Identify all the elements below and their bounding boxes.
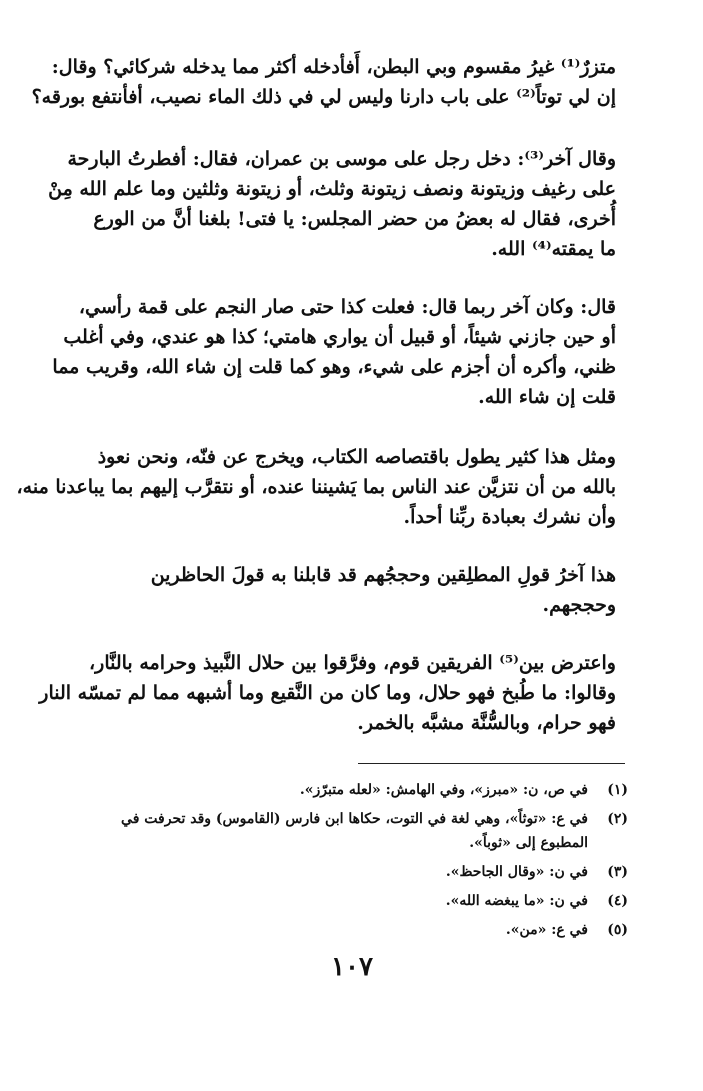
- text-line: وقال آخر⁽³⁾: دخل رجل على موسى بن عمران، فقال: أفطرتُ البارحة: [67, 148, 616, 170]
- text-line: ظني، وأكره أن أجزم على شيء، وهو كما قلت إن شاء الله، وقريب مما: [52, 356, 616, 378]
- text-line: في ع: «توثاً»، وهي لغة في التوت، حكاها ابن فارس (القاموس) وقد تحرفت في: [121, 811, 588, 827]
- text-line: وأن نشرك بعبادة ربِّنا أحداً.: [403, 506, 616, 528]
- footnote-text: [88, 918, 588, 942]
- footnote-1: [88, 778, 628, 802]
- text-line: وقالوا: ما طُبخ فهو حلال، وما كان من النَّقيع وما أشبهه مما لم تمسّه النار: [39, 682, 616, 704]
- paragraph-3: [52, 292, 616, 414]
- paragraph-gap: [88, 414, 616, 442]
- footnotes: [88, 778, 628, 947]
- page-number: ١٠٧: [331, 952, 373, 982]
- footnote-text: [88, 778, 588, 802]
- paragraph-1: [31, 52, 616, 116]
- main-text: [16, 52, 616, 738]
- text-line: المطبوع إلى «ثوباً».: [469, 835, 588, 851]
- text-line: واعترض بين⁽⁵⁾ الفريقين قوم، وفرَّقوا بين حلال النَّبيذ وحرامه بالنَّار،: [89, 652, 616, 674]
- text-line: أُخرى، فقال له بعضُ من حضر المجلس: يا فتى! بلغنا أنَّ من الورع: [93, 208, 616, 230]
- paragraph-5: [88, 560, 616, 620]
- footnote-number: (٣): [607, 864, 628, 880]
- footnote-2: [88, 807, 628, 855]
- paragraph-gap: [88, 620, 616, 648]
- text-line: في ع: «من».: [505, 922, 588, 938]
- footnote-number: (٥): [607, 922, 628, 938]
- text-line: في ن: «ما يبغضه الله».: [445, 893, 588, 909]
- text-line: ما يمقته⁽⁴⁾ الله.: [491, 238, 616, 260]
- paragraph-gap: [88, 116, 616, 144]
- footnote-text: [88, 860, 588, 884]
- text-line: متزرٌ⁽¹⁾ غيرُ مقسوم وبي البطن، أَفأدخله أكثر مما يدخله شركائي؟ وقال:: [51, 56, 616, 78]
- text-line: إن لي توتاً⁽²⁾ على باب دارنا وليس لي في ذلك الماء نصيب، أفأنتفع بورقه؟: [31, 86, 616, 108]
- footnote-number: (٤): [607, 893, 628, 909]
- footnote-number: (١): [607, 782, 628, 798]
- paragraph-6: [39, 648, 616, 738]
- footnote-3: [88, 860, 628, 884]
- text-line: في ص، ن: «مبرز»، وفي الهامش: «لعله متبرّز».: [299, 782, 588, 798]
- text-line: أو حين جازني شيئاً، أو قبيل أن يواري هامتي؛ كذا هو عندي، وفي أغلب: [63, 326, 616, 348]
- text-line: هذا آخرُ قولِ المطلِقين وحججُهم قد قابلنا به قولَ الحاظرين: [150, 564, 616, 586]
- footnote-separator: [358, 763, 625, 764]
- text-line: قال: وكان آخر ربما قال: فعلت كذا حتى صار النجم على قمة رأسي،: [78, 296, 616, 318]
- text-line: وحججهم.: [542, 594, 616, 616]
- text-line: على رغيف وزيتونة ونصف زيتونة وثلث، أو زيتونة وثلثين وما علم الله مِنْ: [48, 178, 616, 200]
- footnote-number: (٢): [607, 811, 628, 827]
- text-line: بالله من أن نتزيَّن عند الناس بما يَشيننا عنده، أو نتقرَّب إليهم بما يباعدنا منه،: [16, 476, 616, 498]
- paragraph-gap: [88, 532, 616, 560]
- text-line: في ن: «وقال الجاحظ».: [445, 864, 588, 880]
- paragraph-4: [16, 442, 616, 532]
- text-line: ومثل هذا كثير يطول باقتصاصه الكتاب، ويخرج عن فنّه، ونحن نعوذ: [97, 446, 616, 468]
- footnote-text: [88, 807, 588, 855]
- footnote-4: [88, 889, 628, 913]
- paragraph-gap: [88, 264, 616, 292]
- text-line: فهو حرام، وبالسُّنَّة مشبَّه بالخمر.: [357, 712, 616, 734]
- text-line: قلت إن شاء الله.: [478, 386, 616, 408]
- paragraph-2: [48, 144, 616, 264]
- footnote-text: [88, 889, 588, 913]
- footnote-5: [88, 918, 628, 942]
